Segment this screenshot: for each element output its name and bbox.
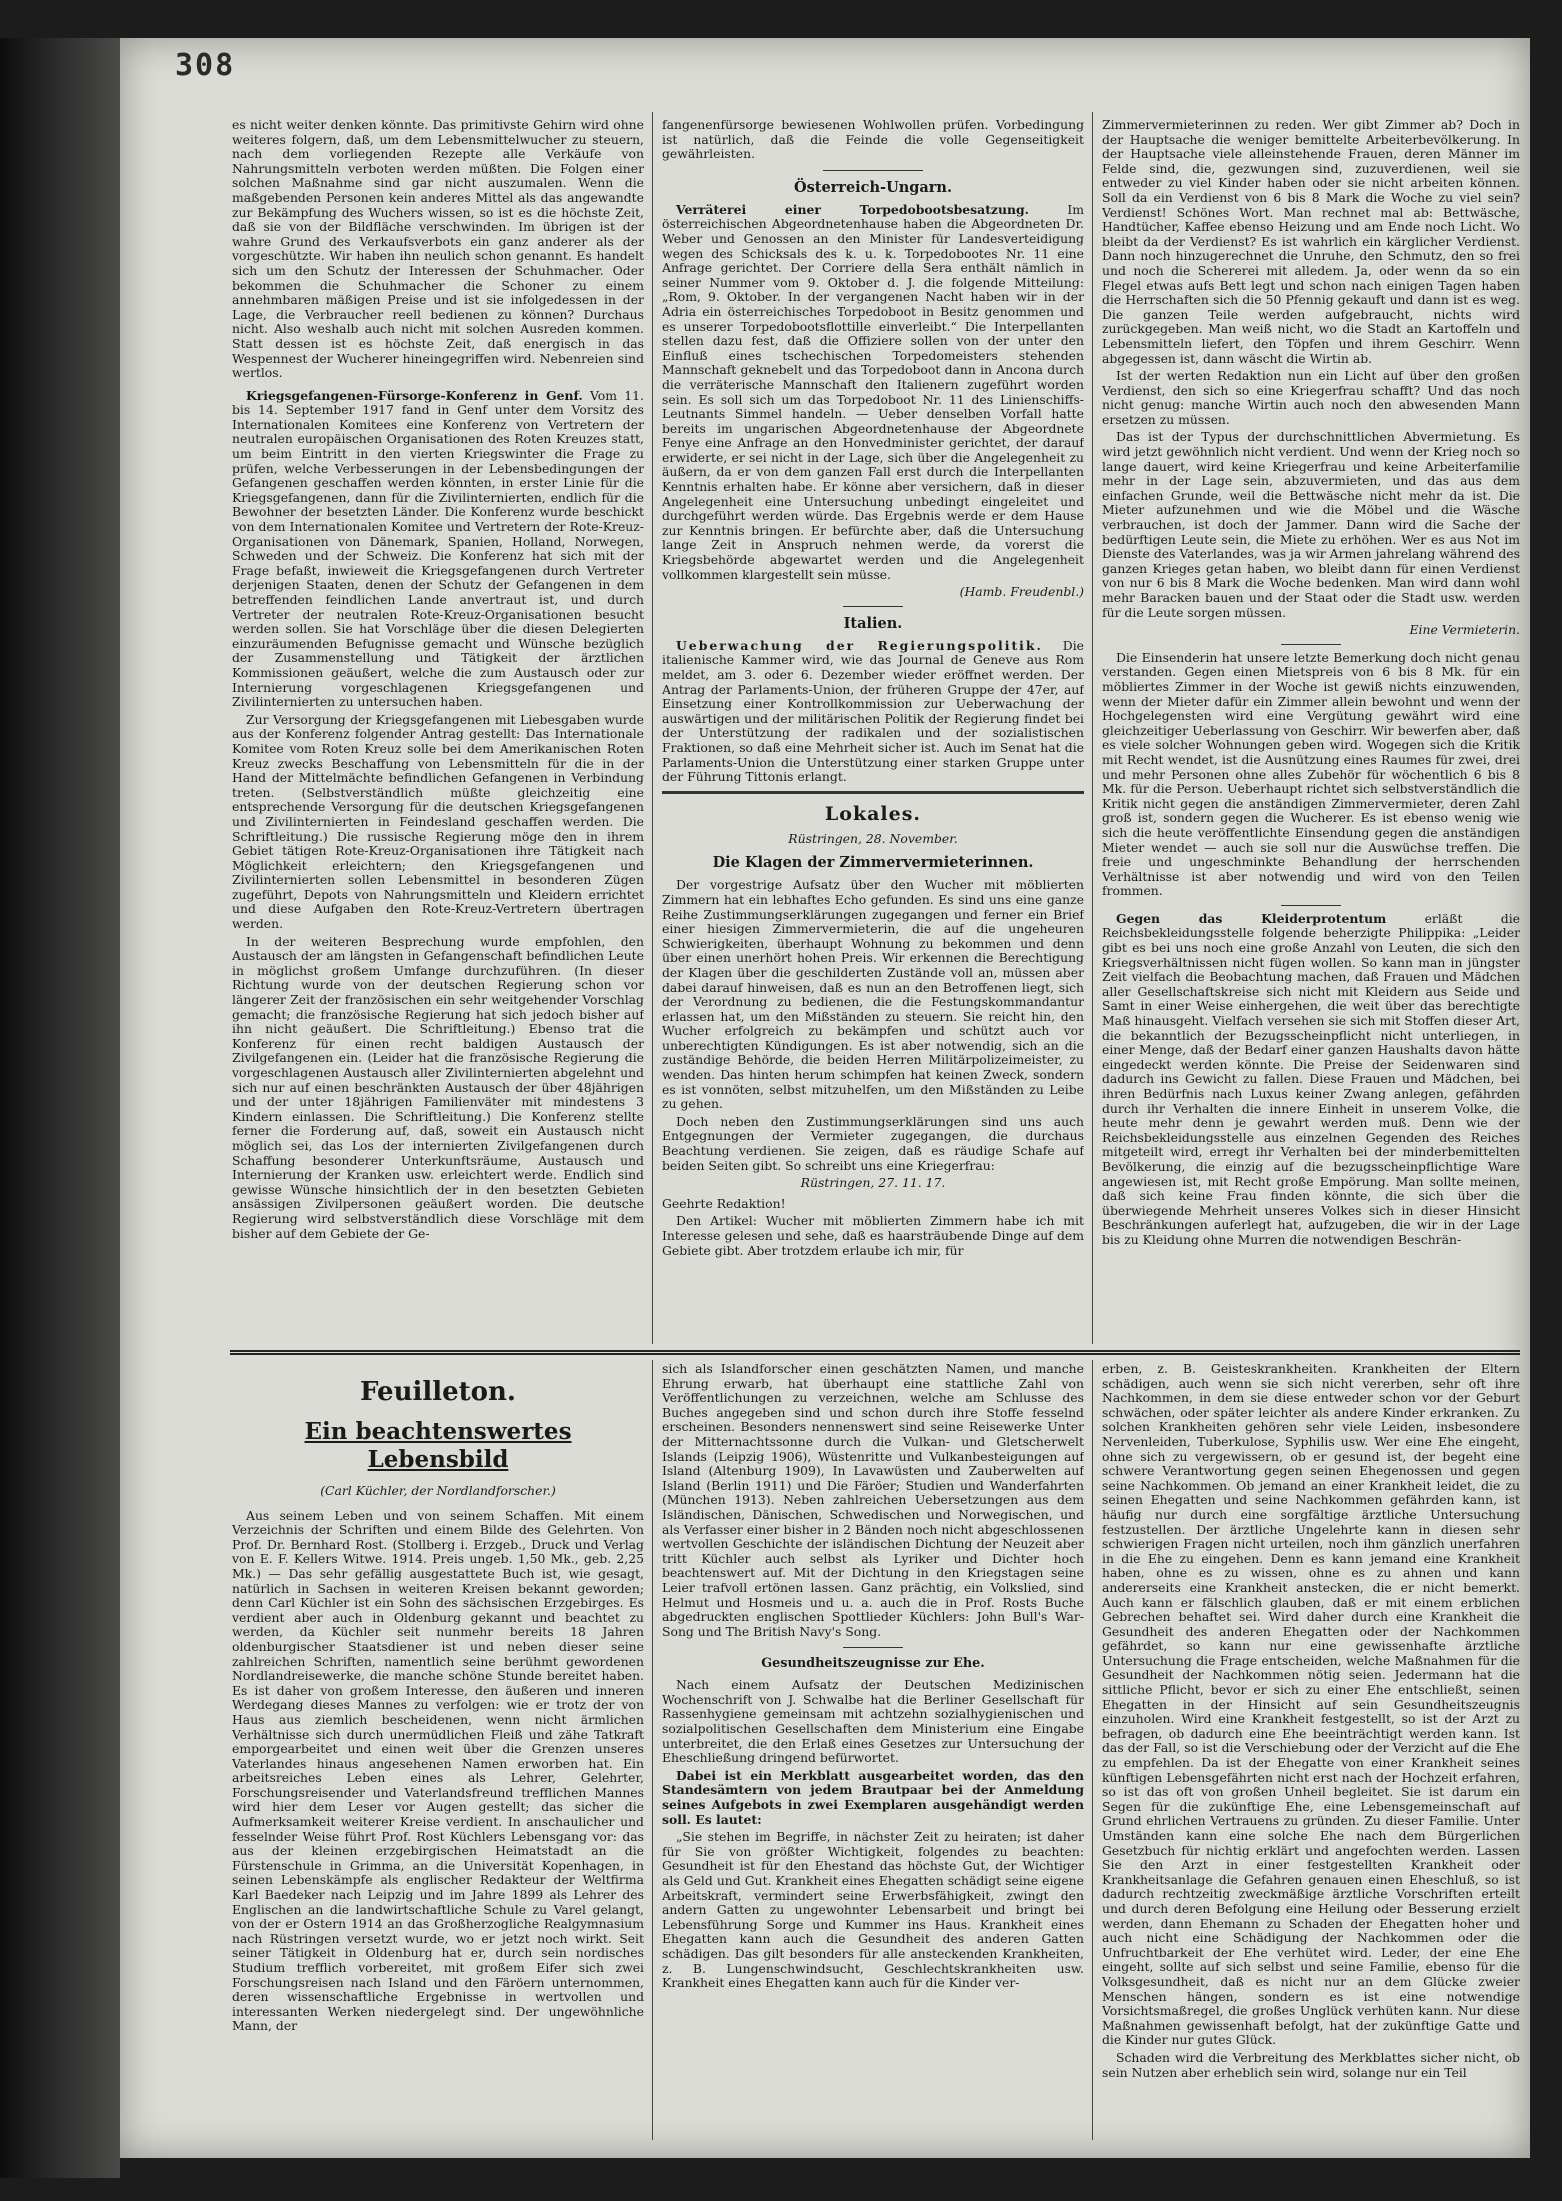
column-3-bottom bbox=[1102, 1362, 1520, 2142]
article-lead: Kriegsgefangenen-Fürsorge-Konferenz in Genf. bbox=[246, 387, 583, 403]
rule bbox=[662, 791, 1084, 794]
rule bbox=[843, 1647, 903, 1648]
article-paragraph: Zur Versorgung der Kriegsgefangenen mit Liebesgaben wurde aus der Konferenz folgender Antrag gestellt: Das Internationale Komitee vom Roten Kreuz solle bei dem Amerikanischen Roten Kreuz zwecks Beschaffung von Lebensmitteln für die in der Hand der Mittelmächte befindlichen Gefangenen in Verbindung treten. (Selbstverständlich müßte gleichzeitig eine entsprechende Versorgung für die deutschen Kriegsgefangenen und Zivilinternierten in Feindesland geschaffen werden. Die Schriftleitung.) Die russische Regierung möge den in ihrem Gebiet tätigen Rote-Kreuz-Organisationen ihre Tätigkeit nach Möglichkeit erleichtern; den Kriegsgefangenen und Zivilinternierten sollen Lebensmittel in besonderen Zügen zugeführt, Depots von Nahrungsmitteln und Kleidern errichtet und diese Aufgaben den Rote-Kreuz-Vertretern übertragen werden. bbox=[232, 711, 644, 932]
letter-signature: Eine Vermieterin. bbox=[1409, 622, 1520, 638]
column-divider bbox=[652, 1360, 653, 2140]
article-paragraph: Doch neben den Zustimmungserklärungen sind uns auch Entgegnungen der Vermieter zugegangen, die durchaus Beachtung verdienen. Sie zeigen, daß es räudige Schafe auf beiden Seiten gibt. So schreibt uns eine Kriegerfrau: bbox=[662, 1113, 1084, 1173]
letter-salutation: Geehrte Redaktion! bbox=[662, 1195, 786, 1211]
article-paragraph bbox=[662, 639, 1084, 785]
feuilleton-column bbox=[232, 1362, 644, 2142]
article-paragraph bbox=[1102, 912, 1520, 1248]
article-paragraph: In der weiteren Besprechung wurde empfohlen, den Austausch der am längsten in Gefangenschaft befindlichen Leute in möglichst großem Umfange durchzuführen. (In dieser Richtung wurde von der deutschen Regierung schon vor längerer Zeit der französischen ein sehr weitgehender Vorschlag gemacht; die französische Regierung hat sich jedoch bisher auf ihn nicht geäußert. Die Schriftleitung.) Ebenso trat die Konferenz für einen recht baldigen Austausch der Zivilgefangenen ein. (Leider hat die französische Regierung die vorgeschlagenen Austausch aller Zivilinternierten abgelehnt und sich nur auf einen beschränkten Austausch der über 48jährigen und der unter 18jährigen Familienväter mit mindestens 3 Kindern einlassen. Die Schriftleitung.) Die Konferenz stellte ferner die Forderung auf, daß, soweit ein Austausch nicht möglich sei, das Los der internierten Zivilgefangenen durch Schaffung besonderer Unterkunftsräume, Austausch und Internierung der Kranken usw. erleichtert werde. Endlich sind gewisse Wünsche hinsichtlich der in den besetzten Gebieten ansässigen Zivilpersonen geäußert worden. Die deutsche Regierung wird selbstverständlich diese Vorschläge mit dem bisher auf dem Gebiete der Ge- bbox=[232, 933, 644, 1241]
article-heading-health: Gesundheitszeugnisse zur Ehe. bbox=[761, 1656, 985, 1672]
column-divider bbox=[652, 112, 653, 1344]
column-3 bbox=[1102, 118, 1520, 1346]
article-paragraph: Den Artikel: Wucher mit möblierten Zimmern habe ich mit Interesse gelesen und sehe, daß es haarsträubende Dinge auf dem Gebiete gibt. Aber trotzdem erlaube ich mir, für bbox=[662, 1213, 1084, 1258]
article-paragraph: Aus seinem Leben und von seinem Schaffen. Mit einem Verzeichnis der Schriften und einem Bilde des Gelehrten. Von Prof. Dr. Bernhard Rost. (Stollberg i. Erzgeb., Druck und Verlag von E. F. Kellers Witwe. 1914. Preis ungeb. 1,50 Mk., geb. 2,25 Mk.) — Das sehr gefällig ausgestattete Buch ist, wie gesagt, natürlich in Sachsen in weiteren Kreisen bekannt geworden; denn Carl Küchler ist ein Sohn des sächsischen Erzgebirges. Es verdient aber auch in Oldenburg gekannt und beachtet zu werden, da Küchler seit nunmehr bereits 18 Jahren oldenburgischer Staatsdiener ist und neben dieser seine zahlreichen Schriften, namentlich seine berühmt gewordenen Nordlandreisewerke, die manche schöne Stunde bereitet haben. Es ist daher von großem Interesse, den äußeren und inneren Werdegang dieses Mannes zu verfolgen: wie er trotz der von Haus aus ziemlich bescheidenen, wenn nicht ärmlichen Verhältnisse sich durch unermüdlichen Fleiß und zähe Tatkraft emporgearbeitet und einen weit über die Grenzen unseres Vaterlandes hinaus angesehenen Namen erworben hat. Ein arbeitsreiches Leben eines als Lehrer, Gelehrter, Forschungsreisender und Vaterlandsfreund trefflichen Mannes wird hier dem Leser vor Augen gestellt; das sicher die Aufmerksamkeit weiterer Kreise verdient. In anschaulicher und fesselnder Weise führt Prof. Rost Küchlers Lebensgang vor: das aus der kleinen erzgebirgischen Heimatstadt an die Fürstenschule in Grimma, an die Universität Kopenhagen, in seinen Lebenskämpfe als englischer Redakteur der Weltfirma Karl Baedeker nach Leipzig und im Jahre 1899 als Lehrer des Englischen an die landwirtschaftliche Schule zu Varel gelangt, von der er Ostern 1914 an das Großherzogliche Realgymnasium nach Rüstringen versetzt wurde, wo er jetzt noch wirkt. Seit seiner Tätigkeit in Oldenburg hat er, durch sein nordisches Studium trefflich vorbereitet, mit großem Eifer sich zwei Forschungsreisen nach Island und den Färöern unternommen, deren wissenschaftliche Ergebnisse in wertvollen und interessanten Werken niedergelegt sind. Der ungewöhnliche Mann, der bbox=[232, 1507, 644, 2034]
article-paragraph: sich als Islandforscher einen geschätzten Namen, und manche Ehrung erwarb, hat überhaupt eine stattliche Zahl von Veröffentlichungen zu verzeichnen, welche am Schlusse des Buches angegeben sind und schon durch ihre Stoffe fesselnd erscheinen. Besonders nennenswert sind seine Reisewerke Unter der Mitternachtssonne durch die Vulkan- und Gletscherwelt Islands (Leipzig 1906), Wüstenritte und Vulkanbesteigungen auf Island (Altenburg 1909), In Lavawüsten und Zauberwelten auf Island (Berlin 1911) und Die Färöer; Studien und Wanderfahrten (München 1913). Neben zahlreichen Uebersetzungen aus dem Isländischen, Dänischen, Schwedischen und Norwegischen, und als Verfasser einer bisher in 2 Bänden noch nicht abgeschlossenen wertvollen Geschichte der isländischen Dichtung der Neuzeit aber tritt Küchler auch selbst als Lyriker und Dichter hoch beachtenswert auf. Mit der Dichtung in den Kriegstagen seine Leier trafvoll ertönen lassen. Ganz prächtig, ein Volkslied, sind Helmut und Hosmeis und u. a. auch die in Prof. Rosts Buche abgedruckten englischen Spottlieder Küchlers: John Bull's War-Song und The British Navy's Song. bbox=[662, 1362, 1084, 1639]
section-heading-lokales: Lokales. bbox=[824, 802, 922, 825]
dateline: Rüstringen, 28. November. bbox=[788, 830, 958, 846]
column-2-bottom bbox=[662, 1362, 1084, 2142]
article-heading-klagen: Die Klagen der Zimmervermieterinnen. bbox=[712, 854, 1034, 872]
section-heading-italy: Italien. bbox=[843, 614, 903, 632]
rule bbox=[843, 606, 903, 607]
letter-dateline: Rüstringen, 27. 11. 17. bbox=[800, 1175, 946, 1191]
column-divider bbox=[1092, 1360, 1093, 2140]
article-paragraph: Die Einsenderin hat unsere letzte Bemerkung doch nicht genau verstanden. Gegen einen Mietspreis von 6 bis 8 Mk. für ein möbliertes Zimmer in der Woche ist gewiß nichts einzuwenden, wenn der Mieter dafür ein Zimmer allein bewohnt und wenn der Hochgelegensten wird eine Vergütung gewährt wird eine gleichzeitiger Ueberlassung von Geschirr. Wir bewerfen aber, daß es viele solcher Wohnungen geben wird. Wogegen sich die Kritik mit Recht wendet, ist die Ausnützung eines Raumes für zwei, drei und mehr Personen ohne alles Zubehör für wöchentlich 6 bis 8 Mk. für die Person. Ueberhaupt richtet sich selbstverständlich die Kritik nicht gegen die anständigen Zimmervermieter, deren Zahl groß ist, sondern gegen die Wucherer. Es ist ebenso wenig wie sich die heute veröffentlichte Einsendung gegen die anständigen Mieter wendet — auch sie soll nur die Auswüchse treffen. Die freie und ungeschminkte Behandlung der herrschenden Verhältnisse ist aber notwendig und wird von den Teilen frommen. bbox=[1102, 649, 1520, 899]
feuilleton-subtitle: Ein beachtenswertes Lebensbild bbox=[304, 1418, 572, 1473]
article-paragraph: Ist der werten Redaktion nun ein Licht auf über den großen Verdienst, den sich so eine Kriegerfrau schafft? Und das noch nicht genug: manche Wirtin auch noch den abwesenden Mann ersetzen zu müssen. bbox=[1102, 368, 1520, 427]
article-paragraph bbox=[662, 203, 1084, 582]
feuilleton-title: Feuilleton. bbox=[360, 1377, 516, 1407]
section-heading-austria: Österreich-Ungarn. bbox=[793, 178, 953, 196]
feuilleton-caption: (Carl Küchler, der Nordlandforscher.) bbox=[320, 1483, 556, 1498]
article-lead: Verräterei einer Torpedobootsbesatzung. bbox=[676, 201, 1029, 217]
article-paragraph: Nach einem Aufsatz der Deutschen Medizinischen Wochenschrift von J. Schwalbe hat die Berliner Gesellschaft für Rassenhygiene gemeinsam mit achtzehn sozialhygienischen und sozialpolitischen Gesellschaften dem Ministerium eine Eingabe unterbreitet, die den Erlaß eines Gesetzes zur Untersuchung der Eheschließung dringend befürwortet. bbox=[662, 1677, 1084, 1766]
article-text: Vom 11. bis 14. September 1917 fand in Genf unter dem Vorsitz des Internationalen Komitees eine Konferenz von Vertretern der neutralen europäischen Organisationen des Roten Kreuzes statt, um beim Eintritt in den vierten Kriegswinter die Frage zu prüfen, welche Verbesserungen in der Lebensbedingungen der Gefangenen geschaffen werden könnten, in erster Linie für die Kriegsgefangenen, dann für die Zivilinternierten, endlich für die Bewohner der besetzten Länder. Die Konferenz wurde beschickt von dem Internationalen Komitee und Vertretern der Rote-Kreuz-Organisationen von Dänemark, Spanien, Holland, Norwegen, Schweden und der Schweiz. Die Konferenz hat sich mit der Frage befaßt, inwieweit die Kriegsgefangenen durch Vertreter derjenigen Staaten, denen der Schutz der Gefangenen in dem betreffenden feindlichen Lande anvertraut ist, und durch Vertreter der neutralen Rote-Kreuz-Organisationen besucht werden sollen. Sie hat Vorschläge über die diesen Delegierten einzuräumenden Befugnisse gemacht und Wünsche bezüglich der Zusammenstellung und Tätigkeit der ärztlichen Kommissionen geäußert, welche die zum Austausch oder zur Internierung vorgeschlagenen Kriegsgefangenen und Zivilinternierten zu untersuchen haben. bbox=[232, 387, 644, 710]
source-note: (Hamb. Freudenbl.) bbox=[959, 584, 1084, 600]
section-divider bbox=[230, 1350, 1520, 1355]
article-paragraph bbox=[232, 389, 644, 710]
article-text: erläßt die Reichsbekleidungsstelle folgende beherzigte Philippika: „Leider gibt es bei uns noch eine große Anzahl von Leuten, die sich den Kriegsverhältnissen nicht fügen wollen. So kann man in jüngster Zeit vielfach die Beobachtung machen, daß Frauen und Mädchen aller Gesellschaftskreise sich nicht mit Kleidern aus Seide und Samt in einer Weise einhergehen, die weit über das berechtigte Maß hinausgeht. Vielfach versehen sie sich mit Stoffen dieser Art, die bekanntlich der Bezugsscheinpflicht nicht unterliegen, in einer Menge, daß der Bedarf einer ganzen Haushalts davon hätte eingedeckt werden könnte. Die Preise der Seidenwaren sind dadurch ins Gewicht zu fallen. Diese Frauen und Mädchen, bei ihren Bedürfnis nach Luxus keiner Zwang anlegen, gefährden durch ihr Verhalten die innere Einheit in unserem Volke, die heute mehr denn je gewahrt werden muß. Denn wie der Reichsbekleidungsstelle aus einzelnen Gegenden des Reiches mitgeteilt wird, erregt ihr Verhalten bei der minderbemittelten Bevölkerung, die einzig auf die bezugsscheinpflichtige Ware angewiesen ist, mit Recht große Empörung. Man sollte meinen, daß sich keine Frau finden könnte, die sich über die überwiegende Mehrheit unseres Volkes sich in dieser Hinsicht Beschränkungen auferlegt hat, aufzugeben, die wir in der Lage bis zu Kleidung ohne Murren die notwendigen Beschrän- bbox=[1102, 910, 1520, 1247]
article-paragraph: erben, z. B. Geisteskrankheiten. Krankheiten der Eltern schädigen, auch wenn sie sich nicht vererben, sehr oft ihre Nachkommen, in dem sie diese entweder schon vor der Geburt schwächen, oder später leichter als andere Kinder erkranken. Zu solchen Krankheiten gehören sehr viele Leiden, insbesondere Nervenleiden, Tuberkulose, Syphilis usw. Wer eine Ehe eingeht, ohne sich zu vergewissern, ob er gesund ist, der begeht eine schwere Verantwortung gegen seinen Ehegenossen und gegen seine Nachkommen. Ob jemand an einer Krankheit leidet, die zu seinen Ehegatten und seine Nachkommen gefährden kann, ist häufig nur durch eine sorgfältige ärztliche Untersuchung festzustellen. Der ärztliche Ungelehrte kann in diesen sehr schwierigen Fragen nicht urteilen, noch ihm gänzlich unerfahren in die Ehe zu eingehen. Denn es kann jemand eine Krankheit haben, ohne es zu wissen, ohne es zu ahnen und kann andererseits eine Krankheit anstecken, die er nicht bemerkt. Auch kann er fälschlich glauben, daß er mit einem erblichen Gebrechen behaftet sei. Wird daher durch eine Krankheit die Gesundheit des anderen Ehegatten oder der Nachkommen gefährdet, so kann nur eine gewissenhafte ärztliche Untersuchung die Frage entscheiden, welche Maßnahmen für die Gesundheit der Nachkommen nötig seien. Jedermann hat die sittliche Pflicht, bevor er sich zu einer Ehe entschließt, seinen Ehegatten in der Hinsicht auf sein Gesundheitszeugnis einzuholen. Wird eine Krankheit festgestellt, so ist der Arzt zu befragen, ob dadurch eine Ehe beeinträchtigt werden kann. Ist das der Fall, so ist die Verschiebung oder der Verzicht auf die Ehe zu empfehlen. Da ist der Ehegatte von einer Krankheit seines künftigen Lebensgefährten nicht erst nach der Hochzeit erfahren, so ist das oft von großen Unheil begleitet. Sie ist darum ein Segen für die zukünftige Ehe, eine Lebensgemeinschaft auf Grund ehrlichen Vertrauens zu gründen. Zu dieser Familie. Unter Umständen kann eine solche Ehe nach dem Bürgerlichen Gesetzbuch für nichtig erklärt und angefochten werden. Lassen Sie den Arzt in einer festgestellten Krankheit oder Krankheitsanlage die Gefahren genauen einen Eheschluß, so ist dadurch rechtzeitig zweckmäßige ärztliche Vorschriften erteilt und durch deren Befolgung eine Heilung oder Besserung erzielt werden, dann Ehemann zu Schaden der Ehegatten hoher und auch nicht eine Schädigung der Nachkommen oder die Unfruchtbarkeit der Ehe verhütet wird. Leder, der eine Ehe eingeht, sollte auf sich selbst und seine Familie, ebenso für die Volksgesundheit, daß es nicht nur an dem Glücke zweier Menschen hängen, sondern es ist eine notwendige Vorsichtsmaßregel, die großes Unglück verhüten kann. Nur diese Maßnahmen gewissenhaft befolgt, hat der zukünftige Gatte und die Kinder nur gutes Glück. bbox=[1102, 1362, 1520, 2048]
article-paragraph: Der vorgestrige Aufsatz über den Wucher mit möblierten Zimmern hat ein lebhaftes Echo gefunden. Es sind uns eine ganze Reihe Zustimmungserklärungen zugegangen und ferner ein Brief einer hiesigen Zimmervermieterin, die auf die ungeheuren Schwierigkeiten, überhaupt Wohnung zu bekommen und denn über einen unerhört hohen Preis. Wir erkennen die Berechtigung der Klagen über die geschilderten Zustände voll an, müssen aber dabei darauf hinweisen, daß es nun an den Betroffenen liegt, sich der Verordnung zu bedienen, die die Festungskommandantur erlassen hat, um den Mißständen zu steuern. Sie reicht hin, den Wucher erfolgreich zu bekämpfen und schützt auch vor unberechtigten Kündigungen. Es ist aber notwendig, sich an die zuständige Behörde, die beiden Herren Militärpolizeimeister, zu wenden. Das hinten herum schimpfen hat keinen Zweck, sondern es ist vonnöten, selbst mitzuhelfen, um den Mißständen zu Leibe zu gehen. bbox=[662, 877, 1084, 1112]
article-lead: Gegen das Kleiderprotentum bbox=[1116, 910, 1387, 926]
book-binding bbox=[0, 38, 120, 2178]
page-number: 308 bbox=[175, 48, 236, 83]
rule bbox=[1281, 644, 1341, 645]
column-divider bbox=[1092, 112, 1093, 1344]
article-text: Die italienische Kammer wird, wie das Journal de Geneve aus Rom meldet, am 3. oder 6. Dezember wieder eröffnet werden. Der Antrag der Parlaments-Union, der früheren Gruppe der 47er, auf Einsetzung einer Kontrollkommission zur Ueberwachung der auswärtigen und der militärischen Politik der Regierung findet bei der Unterstützung der radikalen und der sozialistischen Fraktionen, so daß eine Mehrheit sicher ist. Auch im Senat hat die Parlaments-Union die Unterstützung einer starken Gruppe unter der Führung Tittonis erlangt. bbox=[662, 637, 1084, 785]
rule bbox=[823, 170, 923, 171]
article-paragraph: Schaden wird die Verbreitung des Merkblattes sicher nicht, ob sein Nutzen aber erheblich sein wird, solange nur ein Teil bbox=[1102, 2049, 1520, 2080]
article-paragraph: Zimmervermieterinnen zu reden. Wer gibt Zimmer ab? Doch in der Hauptsache die weniger bemittelte Arbeiterbevölkerung. In der Hauptsache viele alleinstehende Frauen, deren Männer im Felde sind, die, gezwungen sind, zuzuverdienen, weil sie entweder zu viel Kinder haben oder sie nicht arbeiten können. Soll da ein Verdienst von 6 bis 8 Mark die Woche zu viel sein? Verdienst! Schönes Wort. Man rechnet mal ab: Bettwäsche, Handtücher, Kaffee ebenso Heizung und am Ende noch Licht. Wo bleibt da der Verdienst? Es ist wahrlich ein kärglicher Verdienst. Dann noch hinzugerechnet die Unruhe, den Schmutz, den so frei und noch die Schererei mit alledem. Ja, oder wenn da so ein Flegel etwas aufs Bett legt und schon nach einigen Tagen haben die Herrschaften sich die 50 Pfennig gekauft und dann ist es weg. Die ganzen Teile werden aufgebraucht, nichts wird zurückgegeben. Man weiß nicht, wo die Stadt an Kartoffeln und Lebensmitteln liefert, den Töpfen und ihrem Geschirr. Wenn abgegessen ist, dann wäscht die Wirtin ab. bbox=[1102, 118, 1520, 366]
article-paragraph: „Sie stehen im Begriffe, in nächster Zeit zu heiraten; ist daher für Sie von größter Wichtigkeit, folgendes zu beachten: Gesundheit ist für den Ehestand das höchste Gut, der Wichtiger als Geld und Gut. Krankheit eines Ehegatten schädigt seine eigene Arbeitskraft, vermindert seine Erwerbsfähigkeit, zwingt den andern Gatten zu ungewohnter Lebensarbeit und bringt bei Lebensführung Sorge und Kummer ins Haus. Krankheit eines Ehegatten kann auch die Gesundheit des anderen Gatten schädigen. Das gilt besonders für alle ansteckenden Krankheiten, z. B. Lungenschwindsucht, Geschlechtskrankheiten usw. Krankheit eines Ehegatten kann auch für die Kinder ver- bbox=[662, 1829, 1084, 1991]
rule bbox=[1281, 905, 1341, 906]
article-paragraph: Dabei ist ein Merkblatt ausgearbeitet worden, das den Standesämtern von jedem Brautpaar bei der Anmeldung seines Aufgebots in zwei Exemplaren ausgehändigt werden soll. Es lautet: bbox=[662, 1767, 1084, 1827]
article-paragraph: es nicht weiter denken könnte. Das primitivste Gehirn wird ohne weiteres folgern, daß, um dem Lebensmittelwucher zu steuern, nach dem vorliegenden Rezepte alle Verkäufe von Nahrungsmitteln verboten werden müßten. Die Folgen einer solchen Maßnahme sind gar nicht auszumalen. Wenn die maßgebenden Personen kein anderes Mittel als das angewandte zur Bekämpfung des Wuchers wissen, so ist es die höchste Zeit, daß sie von der Bildfläche verschwinden. Im übrigen ist der wahre Grund des Verkaufsverbots ein ganz anderer als der vorgeschützte. Wir haben ihn neulich schon genannt. Es handelt sich um den Schutz der Interessen der Schuhmacher. Oder bekommen die Schuhmacher die Schoner zu einem annehmbaren mäßigen Preise und ist sie infolgedessen in der Lage, die Verbraucher reell bedienen zu können? Durchaus nicht. Also weshalb auch nicht mit solchen Ausreden kommen. Statt dessen ist es höchste Zeit, daß energisch in das Wespennest der Wucherer hineingegriffen wird. Nebenreien sind wertlos. bbox=[232, 118, 644, 381]
article-paragraph: Das ist der Typus der durchschnittlichen Abvermietung. Es wird jetzt gewöhnlich nicht verdient. Und wenn der Krieg noch so lange dauert, wird keine Kriegerfrau und keine Arbeiterfamilie mehr in der Lage sein, abzuvermieten, und das aus dem einfachen Grunde, weil die Bettwäsche nicht mehr da ist. Die Mieter aufzunehmen und wie die Möbel und die Wäsche verbrauchen, ist doch der Jammer. Dann wird die Sache der bedürftigen Leute sein, die Miete zu erhöhen. Wer es aus Not im Dienste des Vaterlandes, was ja wir Armen jahrelang während des ganzen Krieges getan haben, wo bleibt dann für einen Verdienst von nur 6 bis 8 Mark die Woche bedenken. Man wird dann wohl mehr Baracken bauen und der Staat oder die Stadt usw. werden für die Leute sorgen müssen. bbox=[1102, 429, 1520, 620]
column-2 bbox=[662, 118, 1084, 1346]
article-paragraph: fangenenfürsorge bewiesenen Wohlwollen prüfen. Vorbedingung ist natürlich, daß die Feinde die volle Gegenseitigkeit gewährleisten. bbox=[662, 118, 1084, 162]
article-text: Im österreichischen Abgeordnetenhause haben die Abgeordneten Dr. Weber und Genossen an den Minister für Landesverteidigung wegen des Schicksals des k. u. k. Torpedobootes Nr. 11 eine Anfrage gerichtet. Der Corriere della Sera enthält nämlich in seiner Nummer vom 9. Oktober d. J. die folgende Mitteilung: „Rom, 9. Oktober. In der vergangenen Nacht haben wir in der Adria ein österreichisches Torpedoboot in Besitz genommen und es unserer Torpedobootsflottille einverleibt.“ Die Interpellanten stellen dazu fest, daß die Offiziere sollen von der unter den Einfluß eines tschechischen Torpedomeisters stehenden Mannschaft geknebelt und das Torpedoboot dann in Ancona durch die verräterische Mannschaft den Italienern zugeführt worden sein. Es soll sich um das Torpedoboot Nr. 11 des Linienschiffs-Leutnants Simmel handeln. — Ueber denselben Vorfall hatte bereits im ungarischen Abgeordnetenhause der Abgeordnete Fenye eine Anfrage an den Honvedminister gerichtet, der darauf erwiderte, er sei nicht in der Lage, sich über die Angelegenheit zu äußern, da er von dem ganzen Fall erst durch die Interpellanten Kenntnis erhalten habe. Er könne aber versichern, daß in dieser Angelegenheit eine Untersuchung unbedingt eingeleitet und durchgeführt werden würde. Das Ergebnis werde er dem Hause zur Kenntnis bringen. Er befürchte aber, daß die Untersuchung lange Zeit in Anspruch nehmen werde, da vorerst die Kriegsbehörde abgewartet werden und die Angelegenheit vollkommen klargestellt sein müsse. bbox=[662, 201, 1084, 582]
article-lead: Ueberwachung der Regierungspolitik. bbox=[676, 637, 1043, 653]
column-1 bbox=[232, 118, 644, 1346]
